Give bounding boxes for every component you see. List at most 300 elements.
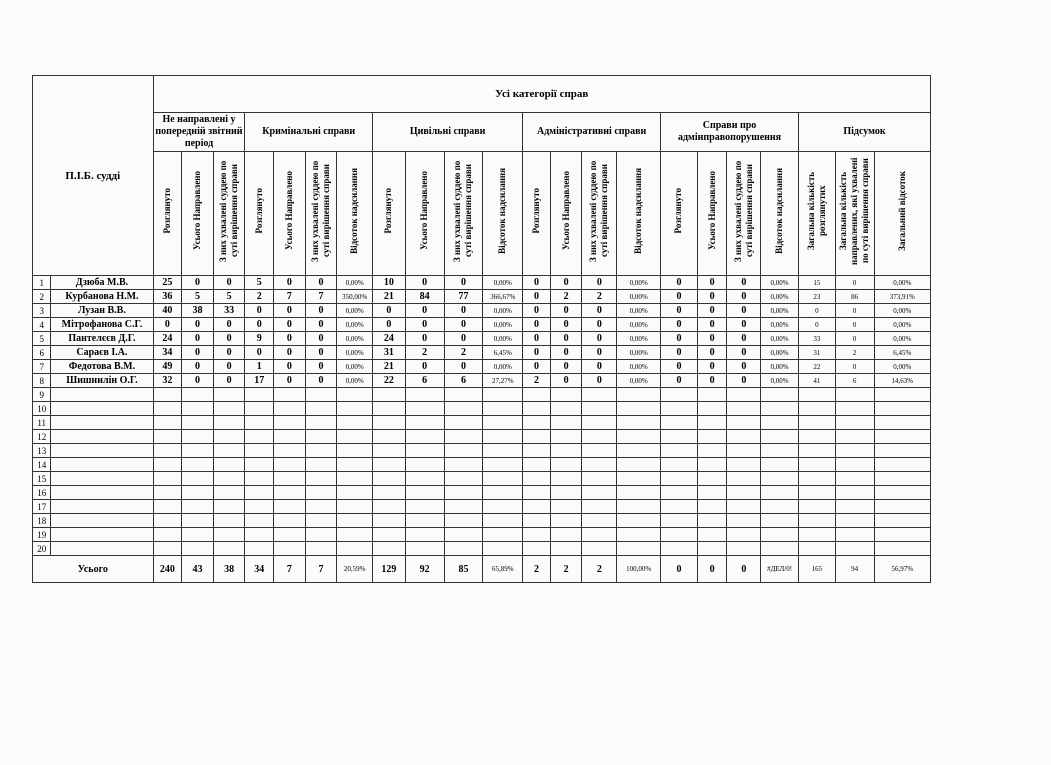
empty-cell — [153, 528, 182, 542]
value-cell: 7 — [305, 556, 337, 583]
empty-cell — [373, 528, 406, 542]
row-number: 14 — [33, 458, 51, 472]
percent-cell: 27,27% — [483, 374, 523, 388]
empty-cell — [483, 430, 523, 444]
percent-cell: 6,45% — [483, 346, 523, 360]
empty-cell — [213, 486, 245, 500]
empty-cell — [697, 472, 727, 486]
empty-cell — [213, 528, 245, 542]
empty-cell — [245, 388, 274, 402]
subheader-percent — [617, 152, 661, 276]
subheader-total-considered — [798, 152, 835, 276]
empty-cell — [153, 458, 182, 472]
table-row — [33, 374, 931, 388]
subheader-percent — [761, 152, 799, 276]
value-cell: 0 — [523, 304, 551, 318]
empty-cell — [761, 430, 799, 444]
summary-value-cell: 0 — [835, 318, 874, 332]
empty-cell — [305, 528, 337, 542]
subheader-label: Відсоток надсилання — [497, 168, 508, 254]
summary-value-cell: 94 — [835, 556, 874, 583]
subheader-label: Усього Направлено — [283, 171, 294, 251]
judge-name: Сараєв І.А. — [51, 346, 153, 360]
row-number: 17 — [33, 500, 51, 514]
table-row — [33, 360, 931, 374]
empty-cell — [798, 542, 835, 556]
subheader-total-sent — [835, 152, 874, 276]
empty-cell — [727, 416, 761, 430]
empty-cell — [697, 430, 727, 444]
empty-cell — [274, 430, 306, 444]
empty-cell — [874, 430, 930, 444]
value-cell: 34 — [245, 556, 274, 583]
empty-cell — [274, 458, 306, 472]
empty-cell — [798, 486, 835, 500]
table-row — [33, 276, 931, 290]
empty-cell — [798, 472, 835, 486]
empty-cell — [798, 402, 835, 416]
empty-cell — [727, 402, 761, 416]
empty-cell — [727, 514, 761, 528]
empty-cell — [182, 430, 214, 444]
table-row — [33, 528, 931, 542]
empty-cell — [835, 402, 874, 416]
empty-cell — [761, 402, 799, 416]
subheader-decided — [727, 152, 761, 276]
empty-cell — [835, 472, 874, 486]
summary-value-cell: 0 — [798, 318, 835, 332]
empty-cell — [405, 486, 444, 500]
empty-cell — [245, 542, 274, 556]
empty-cell — [305, 542, 337, 556]
empty-cell — [727, 458, 761, 472]
value-cell: 0 — [727, 346, 761, 360]
empty-cell — [617, 458, 661, 472]
empty-cell — [761, 416, 799, 430]
empty-cell — [337, 430, 373, 444]
percent-cell: 0,00% — [337, 332, 373, 346]
empty-cell — [582, 458, 617, 472]
table-row — [33, 332, 931, 346]
value-cell: 0 — [661, 346, 698, 360]
empty-cell — [617, 416, 661, 430]
percent-cell: 100,00% — [617, 556, 661, 583]
empty-cell — [337, 500, 373, 514]
value-cell: 0 — [523, 276, 551, 290]
percent-cell: 0,00% — [483, 304, 523, 318]
empty-cell — [245, 402, 274, 416]
empty-cell — [798, 514, 835, 528]
empty-cell — [405, 388, 444, 402]
percent-cell: 350,00% — [337, 290, 373, 304]
empty-cell — [182, 388, 214, 402]
value-cell: 1 — [245, 360, 274, 374]
total-label: Усього — [33, 556, 154, 583]
empty-cell — [51, 528, 153, 542]
subheader-considered — [245, 152, 274, 276]
value-cell: 0 — [697, 360, 727, 374]
percent-cell: 0,00% — [483, 318, 523, 332]
empty-cell — [523, 388, 551, 402]
table-row — [33, 500, 931, 514]
empty-cell — [444, 402, 483, 416]
summary-percent-cell: 0,00% — [874, 304, 930, 318]
empty-cell — [305, 486, 337, 500]
empty-cell — [337, 402, 373, 416]
value-cell: 38 — [182, 304, 214, 318]
value-cell: 0 — [305, 346, 337, 360]
empty-cell — [582, 472, 617, 486]
empty-cell — [727, 500, 761, 514]
empty-cell — [874, 500, 930, 514]
percent-cell: 0,00% — [617, 360, 661, 374]
summary-percent-cell: 373,91% — [874, 290, 930, 304]
value-cell: 43 — [182, 556, 214, 583]
empty-cell — [182, 486, 214, 500]
group-header-criminal: Кримінальні справи — [245, 113, 373, 152]
value-cell: 38 — [213, 556, 245, 583]
empty-cell — [405, 416, 444, 430]
empty-cell — [727, 542, 761, 556]
value-cell: 0 — [444, 332, 483, 346]
empty-cell — [523, 444, 551, 458]
empty-cell — [617, 402, 661, 416]
percent-cell: 0,00% — [337, 276, 373, 290]
table-row — [33, 444, 931, 458]
empty-cell — [798, 430, 835, 444]
row-number: 5 — [33, 332, 51, 346]
percent-cell: 0,00% — [337, 304, 373, 318]
value-cell: 0 — [550, 332, 582, 346]
value-cell: 2 — [405, 346, 444, 360]
value-cell: 0 — [245, 318, 274, 332]
value-cell: 2 — [550, 556, 582, 583]
empty-cell — [213, 444, 245, 458]
value-cell: 2 — [444, 346, 483, 360]
empty-cell — [523, 486, 551, 500]
empty-cell — [523, 542, 551, 556]
empty-cell — [874, 444, 930, 458]
percent-cell: 0,00% — [617, 332, 661, 346]
value-cell: 2 — [523, 374, 551, 388]
empty-cell — [182, 416, 214, 430]
subheader-label: Усього Направлено — [419, 171, 430, 251]
empty-cell — [727, 388, 761, 402]
subheader-sent — [697, 152, 727, 276]
subheader-label: З них ухвалені суддею по суті вирішення справи — [218, 160, 240, 262]
subheader-decided — [213, 152, 245, 276]
empty-cell — [373, 416, 406, 430]
percent-cell: 0,00% — [617, 290, 661, 304]
empty-cell — [697, 444, 727, 458]
empty-cell — [874, 514, 930, 528]
value-cell: 0 — [550, 374, 582, 388]
value-cell: 0 — [444, 276, 483, 290]
empty-cell — [51, 458, 153, 472]
percent-cell: 0,00% — [483, 276, 523, 290]
subheader-label: Загальна кількість направлених, які ухвалені по суті вирішення справи — [838, 157, 871, 265]
empty-cell — [444, 472, 483, 486]
empty-cell — [550, 486, 582, 500]
empty-cell — [798, 528, 835, 542]
percent-cell: 0,00% — [483, 332, 523, 346]
subheader-label: З них ухвалені суддею по суті вирішення справи — [588, 160, 610, 262]
empty-cell — [761, 458, 799, 472]
empty-cell — [582, 416, 617, 430]
empty-cell — [373, 542, 406, 556]
empty-cell — [182, 514, 214, 528]
empty-cell — [697, 514, 727, 528]
empty-cell — [337, 542, 373, 556]
value-cell: 2 — [245, 290, 274, 304]
empty-cell — [661, 542, 698, 556]
empty-cell — [483, 528, 523, 542]
empty-cell — [661, 486, 698, 500]
empty-cell — [661, 416, 698, 430]
empty-cell — [483, 472, 523, 486]
value-cell: 0 — [523, 332, 551, 346]
subheader-decided — [305, 152, 337, 276]
value-cell: 0 — [550, 318, 582, 332]
empty-cell — [661, 388, 698, 402]
empty-cell — [405, 444, 444, 458]
subheader-label: З них ухвалені суддею по суті вирішення справи — [310, 160, 331, 262]
value-cell: 0 — [274, 374, 306, 388]
empty-cell — [274, 472, 306, 486]
value-cell: 0 — [373, 318, 406, 332]
empty-cell — [373, 472, 406, 486]
value-cell: 0 — [444, 304, 483, 318]
empty-cell — [835, 542, 874, 556]
empty-cell — [874, 472, 930, 486]
summary-percent-cell: 6,45% — [874, 346, 930, 360]
empty-cell — [51, 500, 153, 514]
empty-cell — [582, 486, 617, 500]
empty-cell — [213, 500, 245, 514]
all-categories-header: Усі категорії справ — [153, 76, 930, 113]
summary-value-cell: 0 — [798, 304, 835, 318]
value-cell: 6 — [444, 374, 483, 388]
value-cell: 0 — [182, 332, 214, 346]
value-cell: 36 — [153, 290, 182, 304]
empty-cell — [213, 514, 245, 528]
value-cell: 77 — [444, 290, 483, 304]
empty-cell — [182, 542, 214, 556]
subheader-sent — [182, 152, 214, 276]
judge-name: Федотова В.М. — [51, 360, 153, 374]
empty-cell — [274, 486, 306, 500]
empty-cell — [835, 416, 874, 430]
value-cell: 0 — [213, 276, 245, 290]
empty-cell — [405, 528, 444, 542]
row-number: 9 — [33, 388, 51, 402]
value-cell: 0 — [582, 318, 617, 332]
empty-cell — [337, 458, 373, 472]
percent-cell: 0,00% — [761, 360, 799, 374]
empty-cell — [483, 416, 523, 430]
empty-cell — [835, 458, 874, 472]
empty-cell — [483, 500, 523, 514]
value-cell: 0 — [523, 360, 551, 374]
value-cell: 32 — [153, 374, 182, 388]
empty-cell — [550, 542, 582, 556]
empty-cell — [582, 500, 617, 514]
empty-cell — [373, 388, 406, 402]
value-cell: 0 — [661, 318, 698, 332]
empty-cell — [337, 514, 373, 528]
empty-cell — [761, 514, 799, 528]
empty-cell — [337, 416, 373, 430]
empty-cell — [550, 444, 582, 458]
empty-cell — [582, 402, 617, 416]
value-cell: 49 — [153, 360, 182, 374]
value-cell: 0 — [213, 360, 245, 374]
empty-cell — [51, 514, 153, 528]
empty-cell — [182, 472, 214, 486]
value-cell: 0 — [661, 304, 698, 318]
value-cell: 0 — [697, 332, 727, 346]
empty-cell — [550, 500, 582, 514]
empty-cell — [835, 486, 874, 500]
empty-cell — [798, 388, 835, 402]
group-header-admin-offenses: Справи про адмінправопорушення — [661, 113, 799, 152]
judge-name: Шишнилін О.Г. — [51, 374, 153, 388]
summary-value-cell: 6 — [835, 374, 874, 388]
value-cell: 0 — [182, 346, 214, 360]
empty-cell — [444, 500, 483, 514]
empty-cell — [337, 472, 373, 486]
summary-value-cell: 165 — [798, 556, 835, 583]
empty-cell — [483, 402, 523, 416]
subheader-sent — [274, 152, 306, 276]
subheader-label: Розглянуто — [531, 188, 541, 234]
empty-cell — [582, 528, 617, 542]
empty-cell — [182, 444, 214, 458]
empty-cell — [550, 388, 582, 402]
value-cell: 33 — [213, 304, 245, 318]
empty-cell — [582, 430, 617, 444]
empty-cell — [617, 500, 661, 514]
empty-cell — [727, 430, 761, 444]
subheader-considered — [661, 152, 698, 276]
empty-cell — [798, 458, 835, 472]
value-cell: 0 — [523, 318, 551, 332]
subheader-label: Усього Направлено — [560, 171, 571, 251]
value-cell: 0 — [661, 276, 698, 290]
percent-cell: 0,00% — [337, 374, 373, 388]
row-number: 11 — [33, 416, 51, 430]
summary-value-cell: 41 — [798, 374, 835, 388]
value-cell: 7 — [274, 556, 306, 583]
value-cell: 0 — [697, 290, 727, 304]
subheader-label: Усього Направлено — [706, 171, 717, 251]
empty-cell — [245, 514, 274, 528]
empty-cell — [617, 542, 661, 556]
value-cell: 0 — [245, 304, 274, 318]
summary-percent-cell: 0,00% — [874, 276, 930, 290]
empty-cell — [617, 472, 661, 486]
empty-cell — [874, 388, 930, 402]
empty-cell — [274, 542, 306, 556]
empty-cell — [213, 430, 245, 444]
empty-cell — [305, 430, 337, 444]
row-number: 8 — [33, 374, 51, 388]
empty-cell — [51, 416, 153, 430]
empty-cell — [582, 444, 617, 458]
empty-cell — [523, 458, 551, 472]
value-cell: 0 — [305, 276, 337, 290]
empty-cell — [373, 500, 406, 514]
value-cell: 0 — [727, 290, 761, 304]
value-cell: 0 — [405, 304, 444, 318]
value-cell: 24 — [153, 332, 182, 346]
empty-cell — [274, 444, 306, 458]
value-cell: 2 — [582, 290, 617, 304]
empty-cell — [182, 528, 214, 542]
empty-cell — [582, 514, 617, 528]
summary-value-cell: 15 — [798, 276, 835, 290]
empty-cell — [213, 542, 245, 556]
empty-cell — [444, 416, 483, 430]
summary-percent-cell: 0,00% — [874, 332, 930, 346]
empty-cell — [51, 444, 153, 458]
empty-cell — [153, 402, 182, 416]
subheader-sent — [405, 152, 444, 276]
summary-value-cell: 86 — [835, 290, 874, 304]
value-cell: 0 — [274, 318, 306, 332]
row-number: 3 — [33, 304, 51, 318]
empty-cell — [523, 472, 551, 486]
empty-cell — [697, 486, 727, 500]
judges-report-table — [32, 75, 931, 583]
percent-cell: #ДЕЛ/0! — [761, 556, 799, 583]
empty-cell — [727, 528, 761, 542]
subheader-label: Розглянуто — [673, 188, 684, 234]
value-cell: 0 — [405, 332, 444, 346]
empty-cell — [51, 472, 153, 486]
empty-cell — [405, 402, 444, 416]
value-cell: 0 — [405, 360, 444, 374]
row-number: 18 — [33, 514, 51, 528]
empty-cell — [305, 402, 337, 416]
row-number: 6 — [33, 346, 51, 360]
value-cell: 0 — [182, 318, 214, 332]
value-cell: 0 — [727, 304, 761, 318]
value-cell: 92 — [405, 556, 444, 583]
value-cell: 24 — [373, 332, 406, 346]
value-cell: 0 — [697, 304, 727, 318]
empty-cell — [51, 542, 153, 556]
empty-cell — [697, 542, 727, 556]
value-cell: 0 — [245, 346, 274, 360]
empty-cell — [337, 444, 373, 458]
value-cell: 25 — [153, 276, 182, 290]
value-cell: 0 — [582, 304, 617, 318]
summary-percent-cell: 14,63% — [874, 374, 930, 388]
empty-cell — [245, 444, 274, 458]
empty-cell — [835, 388, 874, 402]
value-cell: 0 — [697, 374, 727, 388]
empty-cell — [182, 500, 214, 514]
empty-cell — [153, 444, 182, 458]
empty-cell — [761, 444, 799, 458]
subheader-percent — [483, 152, 523, 276]
percent-cell: 20,59% — [337, 556, 373, 583]
empty-cell — [373, 430, 406, 444]
empty-cell — [274, 416, 306, 430]
value-cell: 0 — [582, 360, 617, 374]
empty-cell — [444, 486, 483, 500]
